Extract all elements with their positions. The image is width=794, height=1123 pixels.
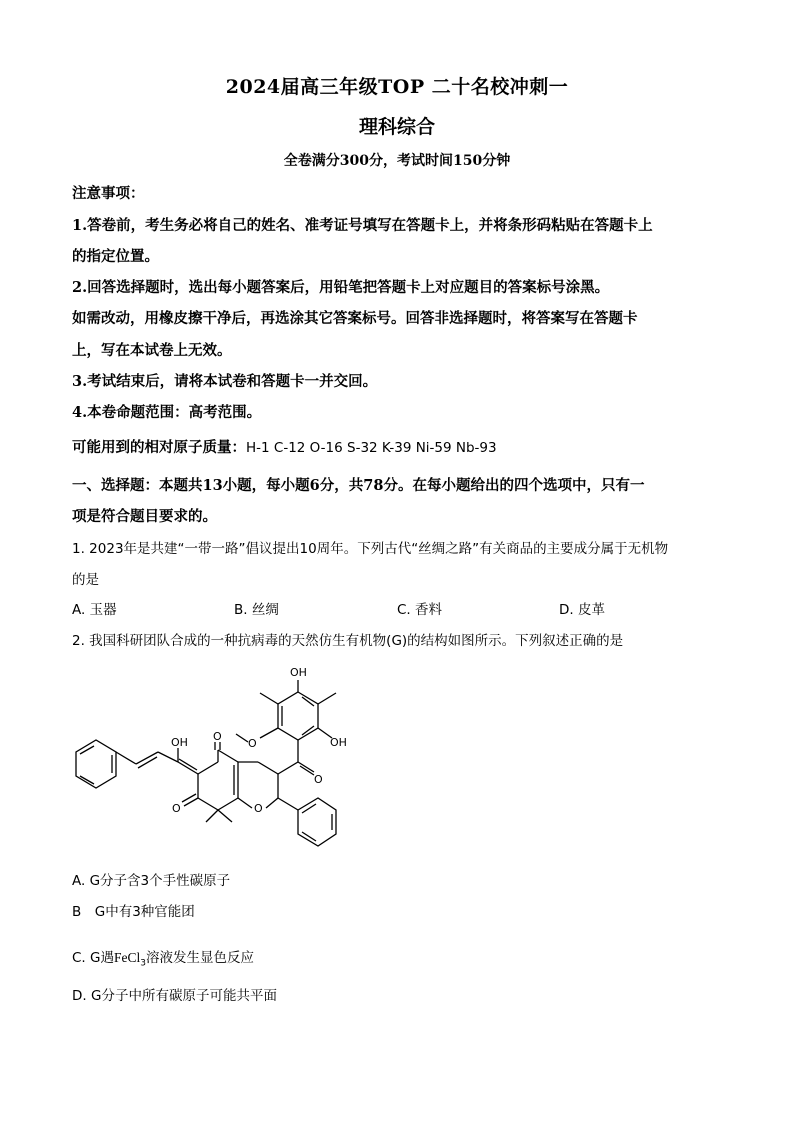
oh-right-label: OH (330, 736, 347, 749)
note-item-2-line-2: 如需改动，用橡皮擦干净后，再选涂其它答案标号。回答非选择题时，将答案写在答题卡 (72, 310, 638, 327)
section-1-line-1: 一、选择题：本题共13小题，每小题6分，共78分。在每小题给出的四个选项中，只有一 (72, 477, 645, 494)
question-1-stem-line-2: 的是 (72, 572, 99, 588)
note-item-3: 3.考试结束后，请将本试卷和答题卡一并交回。 (72, 373, 378, 390)
atomic-masses-line (72, 436, 497, 457)
exam-title: 2024届高三年级TOP 二十名校冲刺一 (225, 76, 569, 98)
note-item-2-line-1: 2.回答选择题时，选出每小题答案后，用铅笔把答题卡上对应题目的答案标号涂黑。 (72, 279, 610, 296)
option-label: C. (397, 602, 411, 618)
note-item-1-line-2: 的指定位置。 (72, 248, 159, 265)
score-info: 全卷满分300分，考试时间150分钟 (283, 153, 511, 169)
exam-subject: 理科综合 (358, 116, 435, 138)
option-c-suffix: 溶液发生显色反应 (145, 950, 254, 966)
option-text: 皮革 (577, 602, 605, 618)
ketone-top-o-label: O (213, 730, 222, 743)
option-label: D. (559, 602, 574, 618)
note-item-2-line-3: 上，写在本试卷上无效。 (72, 342, 232, 359)
option-text: 香料 (415, 602, 443, 618)
oh-enol-label: OH (171, 736, 188, 749)
oh-top-label: OH (290, 666, 307, 679)
question-2-option-b: B G中有3种官能团 (72, 904, 195, 920)
question-1-option-d (559, 598, 605, 618)
ketone-left-o-label: O (172, 802, 181, 815)
question-2-option-c (72, 946, 254, 969)
right-phenyl-ring (298, 798, 336, 846)
question-2-stem: 2. 我国科研团队合成的一种抗病毒的天然仿生有机物(G)的结构如图所示。下列叙述正确的是 (72, 633, 624, 649)
atomic-masses-values: H-1 C-12 O-16 S-32 K-39 Ni-59 Nb-93 (246, 440, 497, 456)
option-c-formula: FeCl (113, 950, 141, 965)
option-text: 玉器 (89, 602, 117, 618)
question-2-option-d: D. G分子中所有碳原子可能共平面 (72, 988, 277, 1004)
ketone-chain-o-label: O (314, 773, 323, 786)
note-item-4: 4.本卷命题范围：高考范围。 (72, 404, 262, 421)
question-1-stem-line-1: 1. 2023年是共建“一带一路”倡议提出10周年。下列古代“丝绸之路”有关商品的主要成分属于无机物 (72, 541, 669, 557)
option-c-subscript: 3 (140, 958, 146, 969)
notes-heading: 注意事项： (72, 185, 145, 202)
molecule-structure-figure (70, 660, 370, 860)
note-item-1-line-1: 1.答卷前，考生务必将自己的姓名、准考证号填写在答题卡上，并将条形码粘贴在答题卡上 (72, 217, 653, 234)
option-label: A. (72, 602, 86, 618)
methoxy-o-label: O (248, 737, 257, 750)
option-c-prefix: C. G遇 (72, 950, 114, 966)
atomic-masses-label: 可能用到的相对原子质量： (72, 439, 246, 456)
question-2-option-a: A. G分子含3个手性碳原子 (72, 873, 231, 889)
question-1-option-b (234, 598, 279, 618)
option-label: B. (234, 602, 248, 618)
question-1-option-a (72, 598, 117, 618)
left-phenyl-ring (76, 740, 116, 788)
option-text: 丝绸 (251, 602, 279, 618)
top-aromatic-ring (278, 692, 318, 740)
ring-o-label: O (254, 802, 263, 815)
question-1-option-c (397, 598, 442, 618)
section-1-line-2: 项是符合题目要求的。 (72, 508, 217, 525)
